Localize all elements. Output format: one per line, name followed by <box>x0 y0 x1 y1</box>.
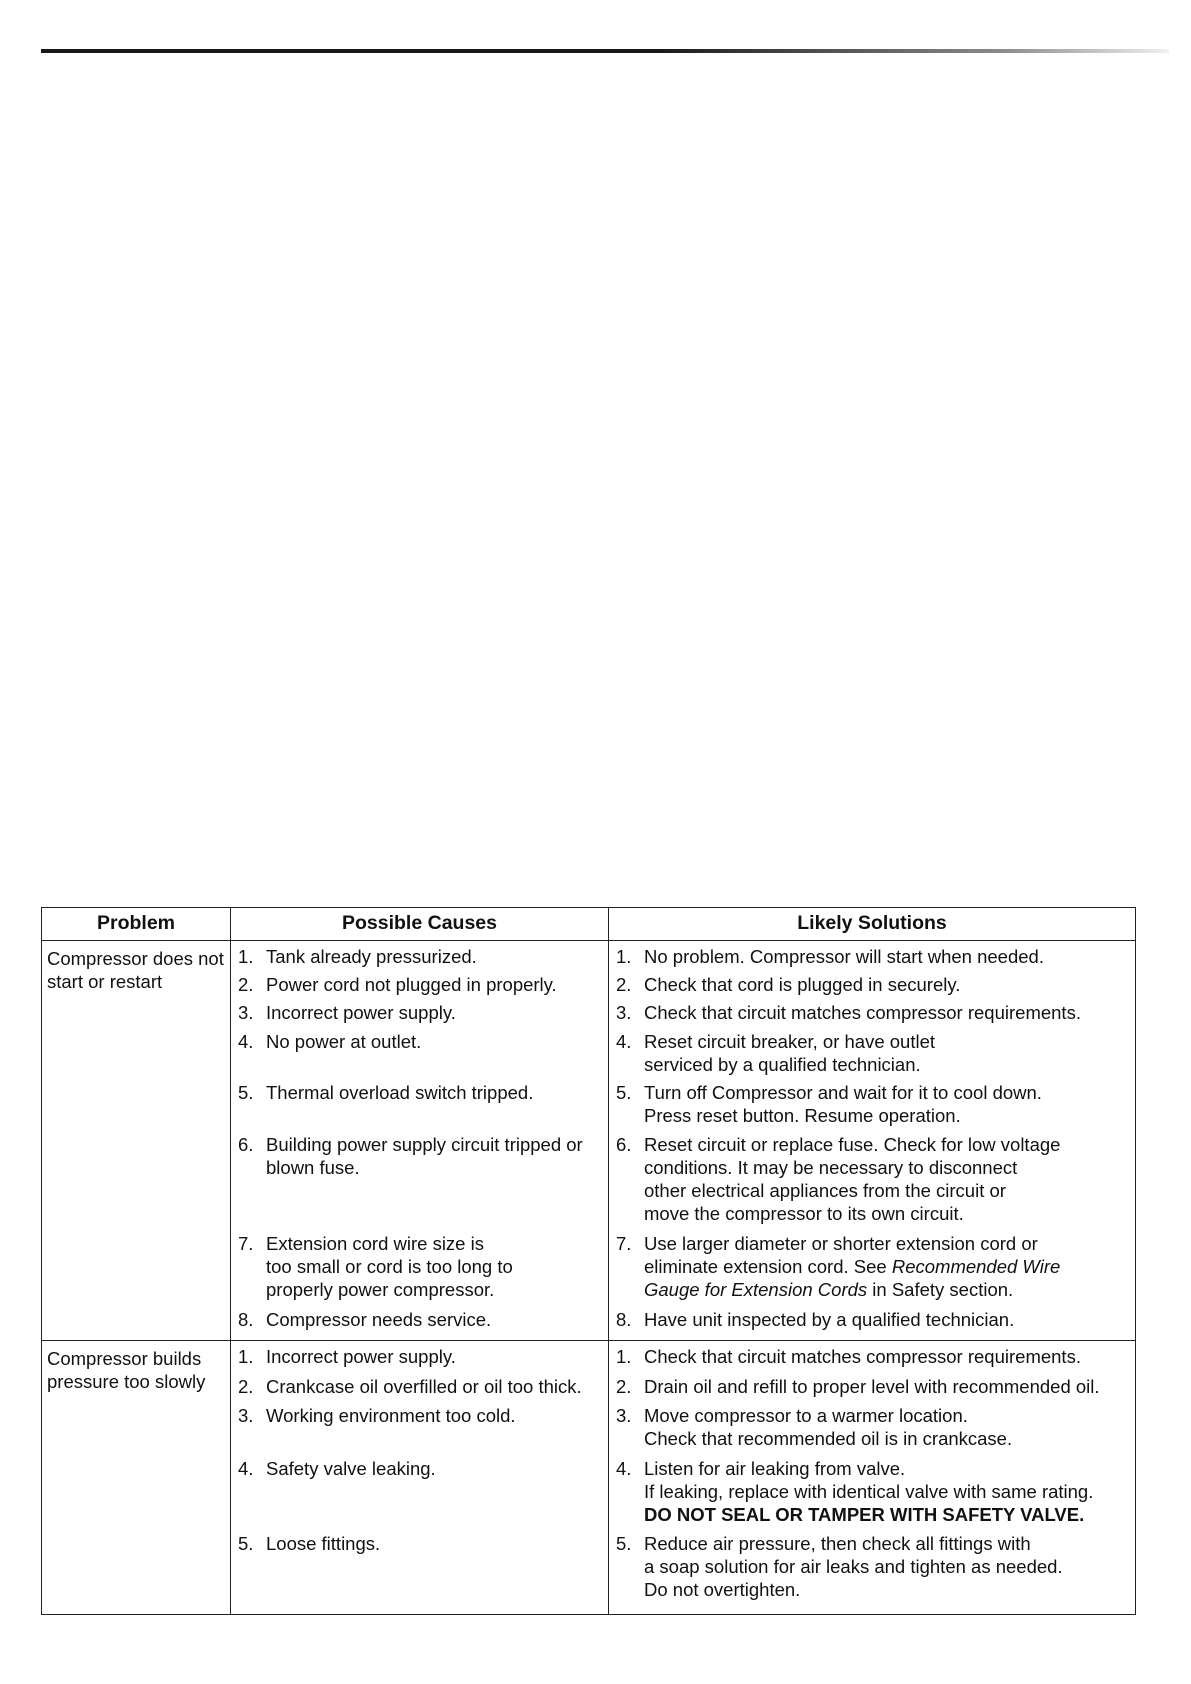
solution-line: a soap solution for air leaks and tighten as needed. <box>644 1556 1063 1577</box>
item-number: 4. <box>238 1458 254 1479</box>
item-number: 1. <box>616 1346 632 1367</box>
cause-item <box>231 973 608 1001</box>
item-number: 4. <box>616 1031 632 1052</box>
cause-text <box>266 1404 604 1457</box>
solution-item <box>609 1133 1135 1232</box>
solution-line: Press reset button. Resume operation. <box>644 1105 961 1126</box>
item-number: 5. <box>616 1082 632 1103</box>
solution-line: Drain oil and refill to proper level with recommended oil. <box>644 1376 1100 1397</box>
cause-text <box>266 1345 604 1375</box>
item-number: 6. <box>238 1134 254 1155</box>
item-number: 2. <box>238 1376 254 1397</box>
item-number: 8. <box>238 1309 254 1330</box>
cause-line: Incorrect power supply. <box>266 1346 456 1367</box>
solution-item <box>609 1308 1135 1334</box>
cause-line: Power cord not plugged in properly. <box>266 974 557 995</box>
cause-line: Crankcase oil overfilled or oil too thick. <box>266 1376 582 1397</box>
item-number: 5. <box>616 1533 632 1554</box>
header-rule <box>41 49 1169 53</box>
table-row <box>42 941 1136 1341</box>
cause-line: No power at outlet. <box>266 1031 422 1052</box>
cause-item <box>231 1532 608 1608</box>
solution-line: Reset circuit or replace fuse. Check for low voltage <box>644 1134 1061 1155</box>
solution-item <box>609 1345 1135 1375</box>
cause-item <box>231 1133 608 1232</box>
solution-line: Do not overtighten. <box>644 1579 801 1600</box>
solution-line: conditions. It may be necessary to disconnect <box>644 1157 1018 1178</box>
cause-line: too small or cord is too long to <box>266 1256 513 1277</box>
cause-item <box>231 1345 608 1375</box>
solution-text <box>644 1001 1131 1030</box>
solution-segment: in Safety section. <box>867 1279 1014 1300</box>
likely-solutions-cell <box>609 1341 1136 1615</box>
cause-item <box>231 1030 608 1081</box>
solutions-list <box>609 1345 1135 1608</box>
solution-line: Turn off Compressor and wait for it to cool down. <box>644 1082 1042 1103</box>
causes-list <box>231 945 608 1334</box>
solution-text <box>644 1308 1131 1334</box>
cause-item <box>231 1081 608 1133</box>
header-possible-causes: Possible Causes <box>231 908 609 941</box>
solution-text <box>644 1232 1131 1308</box>
item-number: 5. <box>238 1082 254 1103</box>
solution-item <box>609 1375 1135 1404</box>
cause-item <box>231 945 608 973</box>
solution-line: No problem. Compressor will start when needed. <box>644 946 1044 967</box>
solution-line <box>644 1232 1131 1255</box>
solution-text <box>644 1345 1131 1375</box>
solution-item <box>609 1001 1135 1030</box>
cause-line: Extension cord wire size is <box>266 1233 484 1254</box>
cause-line: Working environment too cold. <box>266 1405 516 1426</box>
solution-segment: Listen for air leaking from valve. <box>644 1458 906 1479</box>
solution-item <box>609 1532 1135 1608</box>
solution-line <box>644 1255 1131 1278</box>
possible-causes-cell <box>231 1341 609 1615</box>
solution-line: serviced by a qualified technician. <box>644 1054 921 1075</box>
solution-line: other electrical appliances from the circuit or <box>644 1180 1006 1201</box>
solution-line: Move compressor to a warmer location. <box>644 1405 968 1426</box>
item-number: 2. <box>238 974 254 995</box>
cause-item <box>231 1457 608 1532</box>
header-likely-solutions: Likely Solutions <box>609 908 1136 941</box>
item-number: 1. <box>238 1346 254 1367</box>
cause-line: properly power compressor. <box>266 1279 495 1300</box>
cause-line: Safety valve leaking. <box>266 1458 436 1479</box>
cause-item <box>231 1232 608 1308</box>
solution-segment: Use larger diameter or shorter extension cord or <box>644 1233 1038 1254</box>
item-number: 3. <box>616 1405 632 1426</box>
item-number: 6. <box>616 1134 632 1155</box>
item-number: 3. <box>238 1002 254 1023</box>
solution-item <box>609 945 1135 973</box>
solution-item <box>609 1030 1135 1081</box>
item-number: 8. <box>616 1309 632 1330</box>
solution-line: Check that recommended oil is in crankcase. <box>644 1428 1013 1449</box>
solution-item <box>609 1232 1135 1308</box>
cause-line: Building power supply circuit tripped or <box>266 1134 583 1155</box>
solution-line: Check that cord is plugged in securely. <box>644 974 961 995</box>
cause-text <box>266 1457 604 1532</box>
cause-text <box>266 1030 604 1081</box>
likely-solutions-cell <box>609 941 1136 1341</box>
cause-item <box>231 1404 608 1457</box>
solution-text <box>644 1133 1131 1232</box>
solutions-list <box>609 945 1135 1334</box>
cause-line: Thermal overload switch tripped. <box>266 1082 534 1103</box>
solution-segment: eliminate extension cord. See <box>644 1256 892 1277</box>
solution-line <box>644 1480 1131 1503</box>
item-number: 3. <box>238 1405 254 1426</box>
solution-line <box>644 1278 1131 1301</box>
item-number: 7. <box>616 1233 632 1254</box>
item-number: 3. <box>616 1002 632 1023</box>
causes-list <box>231 1345 608 1608</box>
cause-line: blown fuse. <box>266 1157 360 1178</box>
solution-text <box>644 1404 1131 1457</box>
problem-cell: Compressor builds pressure too slowly <box>42 1341 231 1615</box>
cause-text <box>266 1308 604 1334</box>
table-row <box>42 1341 1136 1615</box>
cause-item <box>231 1375 608 1404</box>
solution-text <box>644 973 1131 1001</box>
item-number: 2. <box>616 974 632 995</box>
solution-text <box>644 1081 1131 1133</box>
item-number: 7. <box>238 1233 254 1254</box>
solution-item <box>609 973 1135 1001</box>
solution-line: Check that circuit matches compressor requirements. <box>644 1346 1081 1367</box>
solution-text <box>644 1532 1131 1608</box>
table-header-row <box>42 908 1136 941</box>
solution-line <box>644 1457 1131 1480</box>
cause-text <box>266 945 604 973</box>
cause-text <box>266 1375 604 1404</box>
header-problem: Problem <box>42 908 231 941</box>
item-number: 2. <box>616 1376 632 1397</box>
cause-text <box>266 1232 604 1308</box>
cause-item <box>231 1001 608 1030</box>
cause-line: Compressor needs service. <box>266 1309 492 1330</box>
problem-cell: Compressor does not start or restart <box>42 941 231 1341</box>
cause-text <box>266 1081 604 1133</box>
solution-text <box>644 1457 1131 1532</box>
solution-item <box>609 1404 1135 1457</box>
solution-text <box>644 1030 1131 1081</box>
cause-line: Loose fittings. <box>266 1533 381 1554</box>
cause-text <box>266 1532 604 1608</box>
troubleshooting-table <box>41 907 1136 1615</box>
solution-text <box>644 945 1131 973</box>
solution-line: Reset circuit breaker, or have outlet <box>644 1031 936 1052</box>
solution-text <box>644 1375 1131 1404</box>
solution-item <box>609 1081 1135 1133</box>
cause-item <box>231 1308 608 1334</box>
emphasis-text: Recommended Wire <box>891 1256 1061 1277</box>
solution-line: Reduce air pressure, then check all fittings with <box>644 1533 1031 1554</box>
possible-causes-cell <box>231 941 609 1341</box>
solution-segment: If leaking, replace with identical valve with same rating. <box>644 1481 1094 1502</box>
item-number: 4. <box>616 1458 632 1479</box>
item-number: 1. <box>616 946 632 967</box>
item-number: 5. <box>238 1533 254 1554</box>
cause-line: Tank already pressurized. <box>266 946 477 967</box>
solution-line <box>644 1503 1131 1526</box>
cause-text <box>266 1001 604 1030</box>
cause-line: Incorrect power supply. <box>266 1002 456 1023</box>
solution-line: Have unit inspected by a qualified technician. <box>644 1309 1015 1330</box>
emphasis-text: Gauge for Extension Cords <box>644 1279 868 1300</box>
solution-line: move the compressor to its own circuit. <box>644 1203 964 1224</box>
solution-item <box>609 1457 1135 1532</box>
warning-text: DO NOT SEAL OR TAMPER WITH SAFETY VALVE. <box>644 1504 1085 1525</box>
item-number: 1. <box>238 946 254 967</box>
cause-text <box>266 1133 604 1232</box>
cause-text <box>266 973 604 1001</box>
solution-line: Check that circuit matches compressor requirements. <box>644 1002 1081 1023</box>
item-number: 4. <box>238 1031 254 1052</box>
